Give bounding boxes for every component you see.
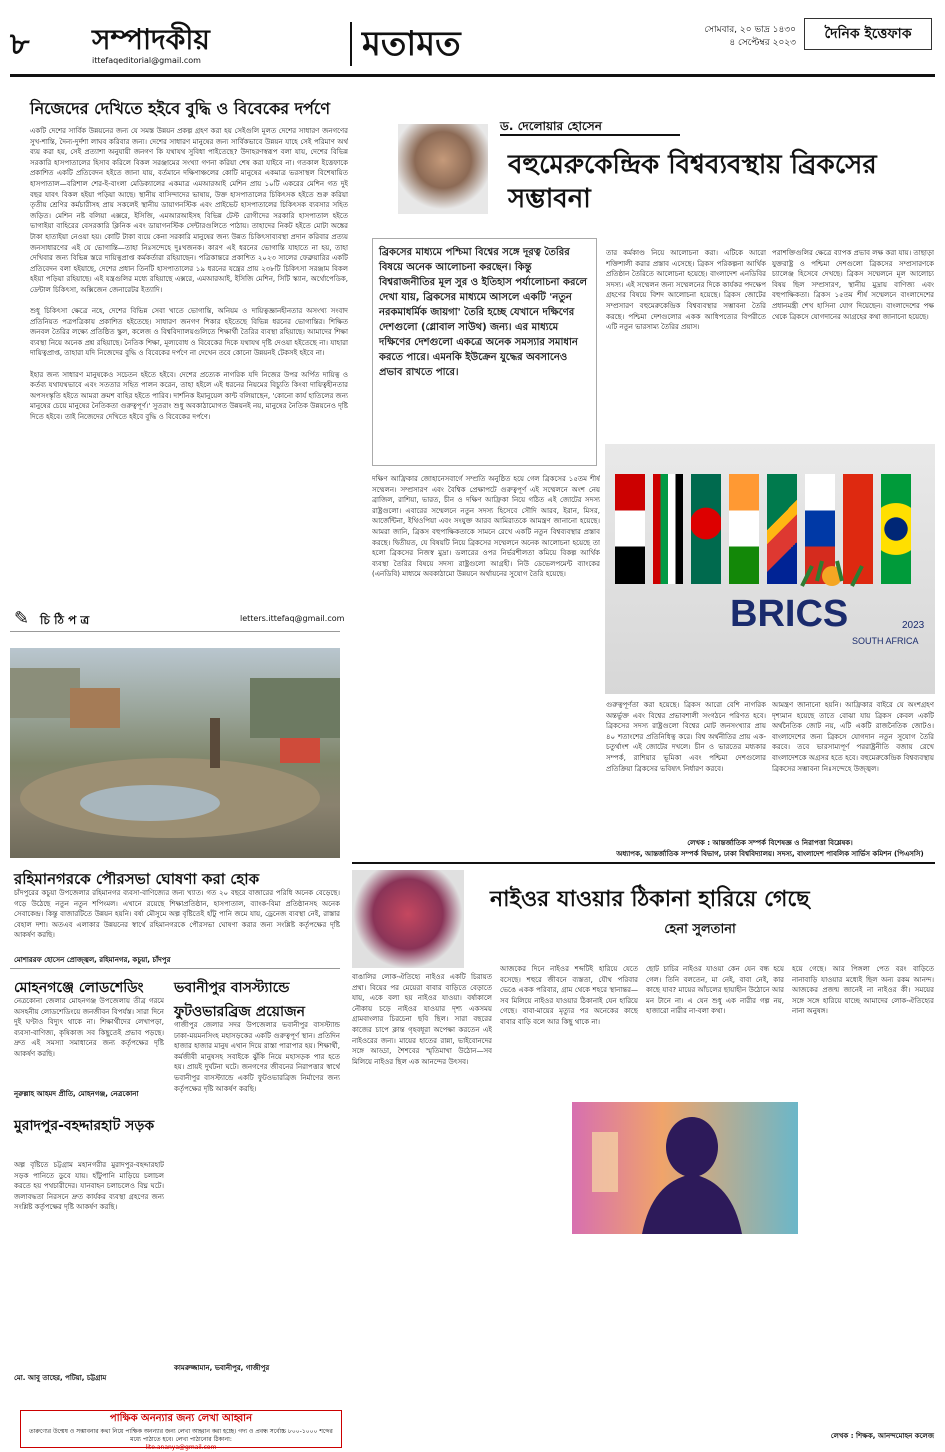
flag-uae xyxy=(653,474,683,584)
letter3-body: অল্প বৃষ্টিতে চট্টগ্রাম মহানগরীর মুরাদপুর-বহদ্দারহাট সড়ক পানিতে ডুবে যায়। হাঁটুপানি মাড়িয়ে চলাচল করতে হয় পথচারীদের। যানবাহন চলাচলেও বিঘ্ন ঘটে। জলাবদ্ধতা নিরসনে দ্রুত কার্যকর ব্যবস্থা গ্রহণের জন্য সংশ্লিষ্ট কর্তৃপক্ষের দৃষ্টি আকর্ষণ করছি। xyxy=(14,1161,164,1212)
letters-email[interactable]: letters.ittefaq@gmail.com xyxy=(240,614,345,623)
article2-author: হেনা সুলতানা xyxy=(664,922,736,937)
letters-divider xyxy=(10,968,340,969)
article1-signoff xyxy=(606,838,934,860)
letter1-body: চাঁদপুরের কচুয়া উপজেলার রহিমানগর ব্যবসা-বাণিজ্যের জন্য খ্যাত। গত ২০ বছরে বাজারের পরিধি অনেক বেড়েছে। গড়ে উঠেছে নতুন নতুন শপিংমল। এখানে রয়েছে শিক্ষাপ্রতিষ্ঠান, হাসপাতাল, ব্যাংক-বিমা প্রতিষ্ঠানসহ অনেক সেবাকেন্দ্র। কিন্তু বাজারটিতে উন্নয়ন হয়নি। বর্ষা মৌসুমে অল্প বৃষ্টিতেই হাঁটু পানি জমে যায়, ড্রেনেজ ব্যবস্থা নেই, রাস্তার বেহাল দশা। অতএব এলাকার উন্নয়নের স্বার্থে রহিমানগরকে পৌরসভা ঘোষণা করার জন্য সংশ্লিষ্ট কর্তৃপক্ষের দৃষ্টি আকর্ষণ করছি। xyxy=(14,889,340,940)
section-title-editorial: সম্পাদকীয় xyxy=(92,23,210,56)
section-title-opinion: মতামত xyxy=(362,24,461,64)
article1-col2: তার কর্মকাণ্ড নিয়ে আলোচনা করা। এটিকে আরো শক্তিশালী করার প্রস্তাব এসেছে। ব্রিকস পরিকল্পনা আর্থিক প্রতিষ্ঠান তৈরিতে আলোচনা হয়েছে। বাংলাদেশ এনডিবির সদস্য। এই সম্মেলন জন্য সম্মেলনের দিকে কার্যকর পদক্ষেপ গ্রহণের বিষয়ে বিশদ আলোচনা হয়েছে। ব্রিকস জোটের সম্প্রসারণ বহুমেরুকেন্দ্রিক বিশ্বব্যবস্থার সম্ভাবনা তৈরি করছে। পশ্চিমা দেশগুলোর একক আধিপত্যের বিপরীতে এটি নতুন ভারসাম্য তৈরির প্রয়াস। xyxy=(606,249,766,332)
pen-icon: ✎ xyxy=(14,608,30,629)
woman-silhouette-art xyxy=(572,1102,798,1234)
article1-lead: ব্রিকসের মাধ্যমে পশ্চিমা বিশ্বের সঙ্গে দূরত্ব তৈরির বিষয়ে অনেক আলোচনা করছেন। কিন্তু বিশ্বরাজনীতির মূল সুর ও ইতিহাস পর্যালোচনা করলে দেখা যায়, ব্রিকসের মাধ্যমে আসলে একটি 'নতুন নরকমাধর্মিক জায়গা' তৈরি হচ্ছে যেখানে দক্ষিণের দেশগুলো (গ্লোবাল সাউথ) জন্য। এর মাধ্যমে দক্ষিণের দেশগুলো একত্রে অনেক সমস্যার সমাধান করতে পারে। এমনকি ইউক্রেন যুদ্ধের অবসানেও প্রভাব রাখতে পারে। xyxy=(372,238,597,466)
call-for-writing-title: পাক্ষিক অনন্যার জন্য লেখা আহ্বান xyxy=(109,1413,253,1424)
author-photo xyxy=(398,124,488,214)
article1-col5: আমন্ত্রণ জানানো হয়নি। আফ্রিকার বাইরে যে অংশগ্রহণ দৃশ্যমান হয়েছে তাতে বোঝা যায় ব্রিকস কেবল একটি অর্থনৈতিক জোট নয়, এটি একটি রাজনৈতিক জোটও। বাংলাদেশের জন্য ব্রিকসে যোগদান নতুন সুযোগ তৈরি করবে। তবে ভারসাম্যপূর্ণ পররাষ্ট্রনীতি বজায় রেখে বাংলাদেশকে অগ্রসর হতে হবে। বহুমেরুকেন্দ্রিক বিশ্বব্যবস্থায় ব্রিকসের সম্ভাবনা নিঃসন্দেহে উজ্জ্বল। xyxy=(772,701,934,773)
article2-col2: আজকের দিনে নাইওর শব্দটিই হারিয়ে যেতে বসেছে। শহুরে জীবনে ব্যস্ততা, যৌথ পরিবার ভেঙে একক পরিবার, গ্রাম থেকে শহরে স্থানান্তর—সব মিলিয়ে নাইওর যাওয়ার ঠিকানাই যেন হারিয়ে গেছে। বাবা-মায়ের মৃত্যুর পর অনেকের কাছে বাবার বাড়ি বলে আর কিছু থাকে না। xyxy=(500,965,638,1026)
article1-signoff-body: অধ্যাপক, আন্তর্জাতিক সম্পর্ক বিভাগ, ঢাকা বিশ্ববিদ্যালয়। সদস্য, বাংলাদেশ পাবলিক সার্ভিস কমিশন (পিএসসি) xyxy=(616,850,924,858)
silhouette-graphic xyxy=(572,1102,798,1234)
date-english: ৪ সেপ্টেম্বর ২০২৩ xyxy=(729,38,796,48)
call-for-writing-body: তারুণ্যের উন্মেষ ও সম্ভাবনার কথা নিয়ে পাক্ষিক অনন্যার জন্য লেখা আহ্বান করা হচ্ছে। গদ্য ও প্রবন্ধ সর্বোচ্চ ৮০০-১০০০ শব্দের মধ্যে পাঠাতে হবে। লেখা পাঠানোর ঠিকানা: xyxy=(29,1428,333,1443)
article2-col1: বাঙালির লোক-ঐতিহ্যে নাইওর একটি চিরায়ত প্রথা। বিয়ের পর মেয়েরা বাবার বাড়িতে বেড়াতে যায়, একে বলা হয় নাইওর যাওয়া। বর্ষাকালে নৌকায় চড়ে নাইওর যাওয়ার দৃশ্য একসময় গ্রামবাংলার চিরচেনা ছবি ছিল। সারা বছরের কাজের চাপে ক্লান্ত গৃহবধূরা অপেক্ষা করতেন এই নাইওরের জন্য। মায়ের হাতের রান্না, ভাইবোনদের সঙ্গে আড্ডা, শৈশবের স্মৃতিমাখা উঠোন—সব মিলিয়ে নাইওর ছিল এক আনন্দের উৎসব। xyxy=(352,973,492,1066)
flag-egypt xyxy=(615,474,645,584)
letter2-sender: নূরুল্লাহ আহমদ প্রীতি, মোহনগঞ্জ, নেত্রকোনা xyxy=(14,1090,139,1098)
article1-col3: পরাশক্তিগুলির ক্ষেত্রে ব্যাপক প্রভাব লক্ষ করা যায়। তাছাড়া যুক্তরাষ্ট্র ও পশ্চিমা দেশগুলো ব্রিকসের সম্প্রসারণকে চ্যালেঞ্জ হিসেবে দেখছে। ব্রিকস সম্মেলনে মূল আলোচ্য বিষয় ছিল সম্প্রসারণ, স্থানীয় মুদ্রায় বাণিজ্য এবং বহুপাক্ষিকতা। ব্রিকস ১৫তম শীর্ষ সম্মেলনে বাংলাদেশের প্রধানমন্ত্রী শেখ হাসিনা যোগ দিয়েছেন। বাংলাদেশের পক্ষ থেকে ব্রিকসে যোগদানের আগ্রহের কথা জানানো হয়েছে। xyxy=(772,249,934,321)
header-date xyxy=(676,24,796,50)
brics-logo-year: 2023 xyxy=(902,620,925,631)
street-photo xyxy=(10,648,340,858)
article1-col4: গুরুত্বপূর্ণতা করা হয়েছে। ব্রিকস আরো বেশি নাগরিক অন্তর্ভুক্ত এবং বিশ্বের প্রভাবশালী সংগঠনে পরিণত হবে। ব্রিকসের সদস্য রাষ্ট্রগুলো বিশ্বের মোট জনসংখ্যার প্রায় ৪০ শতাংশের প্রতিনিধিত্ব করে। বিশ্ব অর্থনীতির প্রায় এক-চতুর্থাংশ এই জোটের দখলে। চীন ও ভারতের মধ্যকার সম্পর্ক, রাশিয়ার ভূমিকা এবং পশ্চিমা দেশগুলোর প্রতিক্রিয়া ব্রিকসের ভবিষ্যৎ নির্ধারণ করবে। xyxy=(606,701,766,773)
letter2-title: মোহনগঞ্জে লোডশেডিং xyxy=(14,980,144,996)
street-illustration xyxy=(10,648,340,858)
article2-author-photo xyxy=(352,870,464,968)
letter3-sender: মো. আবু তাহের, পটিয়া, চট্টগ্রাম xyxy=(14,1374,107,1382)
newspaper-logo[interactable]: দৈনিক ইত্তেফাক xyxy=(804,18,932,50)
editorial-title: নিজেদের দেখিতে হইবে বুদ্ধি ও বিবেকের দর্পণে xyxy=(30,99,331,118)
article2-col3: ছোট চাচির নাইওর যাওয়া কেন যেন বন্ধ হয়ে গেল। তিনি বলতেন, মা নেই, বাবা নেই, কার কাছে যাব? মায়ের আঁচলের ছায়াহীন উঠোনে আর মন টানে না। এ যেন শুধু এক নারীর গল্প নয়, হাজারো নারীর না-বলা কথা। xyxy=(646,965,784,1016)
letter2-body: নেত্রকোনা জেলার মোহনগঞ্জ উপজেলায় তীব্র গরমে অসহনীয় লোডশেডিংয়ে জনজীবন বিপর্যস্ত। সারা দিনে দুই ঘণ্টাও বিদ্যুৎ থাকে না। শিক্ষার্থীদের লেখাপড়া, ব্যবসা-বাণিজ্য, কৃষিকাজ সব কিছুতেই প্রভাব পড়ছে। দ্রুত এই সমস্যা সমাধানের জন্য কর্তৃপক্ষের দৃষ্টি আকর্ষণ করছি। xyxy=(14,997,164,1058)
brics-logo xyxy=(722,556,932,656)
call-for-writing-box xyxy=(20,1410,342,1451)
article1-signoff-title: লেখক : আন্তর্জাতিক সম্পর্ক বিশেষজ্ঞ ও নিরাপত্তা বিশ্লেষক। xyxy=(687,839,853,847)
letter1-sender: মোশাররফ হোসেন প্রোজ্জ্বল, রহিমানগর, কচুয়া, চাঁদপুর xyxy=(14,956,171,964)
article2-col4: হয়ে গেছে। আর পিঙ্গলা পেত বরং বাড়িতে নানাবাড়ি যাওয়ার মধ্যেই ছিল অন্য রকম আনন্দ। আজকের প্রজন্ম জানেই না নাইওর কী। সময়ের সঙ্গে সঙ্গে হারিয়ে যাচ্ছে আমাদের লোক-ঐতিহ্যের নানা অনুষঙ্গ। xyxy=(792,965,934,1016)
brics-logo-text: BRICS xyxy=(730,593,849,635)
article1-author: ড. দেলোয়ার হোসেন xyxy=(500,118,680,136)
header-divider xyxy=(350,22,352,66)
brics-logo-sub: SOUTH AFRICA xyxy=(852,636,919,646)
article2-signoff: লেখক : শিক্ষক, আনন্দমোহন কলেজ xyxy=(830,1432,934,1440)
brics-logo-graphic xyxy=(722,556,932,656)
article-divider xyxy=(352,862,935,864)
letter4-body: গাজীপুর জেলার সদর উপজেলার ভবানীপুর বাসস্ট্যান্ড ঢাকা-ময়মনসিংহ মহাসড়কের একটি গুরুত্বপূর্ণ স্থান। প্রতিদিন হাজার হাজার মানুষ এখান দিয়ে রাস্তা পারাপার হয়। শিক্ষার্থী, কর্মজীবী মানুষসহ সবাইকে ঝুঁকি নিয়ে মহাসড়ক পার হতে হয়। প্রায়ই দুর্ঘটনা ঘটে। জনগণের জীবনের নিরাপত্তার স্বার্থে ভবানীপুর বাসস্ট্যান্ডে একটি ফুটওভারব্রিজ নির্মাণের জন্য কর্তৃপক্ষের দৃষ্টি আকর্ষণ করছি। xyxy=(174,1021,340,1093)
article2-title: নাইওর যাওয়ার ঠিকানা হারিয়ে গেছে xyxy=(490,887,810,912)
date-bangla: সোমবার, ২০ ভাদ্র ১৪৩০ xyxy=(704,25,796,35)
page-number: ৮ xyxy=(10,27,30,62)
call-for-writing-email[interactable]: lite.ananya@gmail.com xyxy=(145,1444,217,1451)
flag-bangladesh xyxy=(691,474,721,584)
article1-col1: দক্ষিণ আফ্রিকার জোহানেসবার্গে সম্প্রতি অনুষ্ঠিত হয়ে গেল ব্রিকসের ১৫তম শীর্ষ সম্মেলন। সম্প্রসারণ এবং বৈশ্বিক প্রেক্ষাপটে গুরুত্বপূর্ণ এই সম্মেলনে অংশ নেয় ব্রাজিল, রাশিয়া, ভারত, চীন ও দক্ষিণ আফ্রিকা নিয়ে গঠিত এই জোটের সদস্য রাষ্ট্রগুলো। এবারের সম্মেলনে নতুন সদস্য হিসেবে সৌদি আরব, ইরান, মিসর, আর্জেন্টিনা, ইথিওপিয়া এবং সংযুক্ত আরব আমিরাতকে আমন্ত্রণ জানানো হয়েছে। আমরা জানি, ব্রিকস বহুপাক্ষিকতাকে সামনে রেখে একটি নতুন বিশ্বব্যবস্থার প্রস্তাব করছে। দ্বিতীয়ত, যে বিষয়টি নিয়ে ব্রিকসের সম্মেলনে অনেক আলোচনা হয়েছে তা হলো ব্রিকসের নিজস্ব মুদ্রা। ডলারের ওপর নির্ভরশীলতা কমিয়ে বিকল্প আর্থিক ব্যবস্থা তৈরির বিষয়ে সদস্য রাষ্ট্রগুলো আগ্রহী। নিউ ডেভেলপমেন্ট ব্যাংকের (এনডিবি) মাধ্যমে অবকাঠামো উন্নয়নে অর্থায়নের সুযোগ তৈরি হয়েছে। xyxy=(372,475,600,579)
editorial-body: একটি দেশের সার্বিক উন্নয়নের জন্য যে সমস্ত উন্নয়ন প্রকল্প গ্রহণ করা হয় সেইগুলি মূলত দেশের সাধারণ জনগণের সুখ-শান্তি, দৈন্য-দুর্দশা লাঘব করিবার জন্য। দেশের সাধারণ মানুষের জন্য সার্বিকভাবে উন্নয়ন যাহে সেই পরিমাণ অর্থ ব্যয় করা হয়, সেই প্রত্যাশা অনুযায়ী জনগণ কি যথাযথ সুবিধা পাইতেছে? উদাহরণস্বরূপ বলা যায়, দেশের বিভিন্ন সরকারি হাসপাতালের হিসাব করিলে বিকল সরঞ্জামের সংখ্যা গণনা করিয়া শেষ করা যাইবে না। গতকাল ইত্তেফাকে প্রকাশিত একটি প্রতিবেদন হইতে জানা যায়, বর্তমানে দক্ষিণাঞ্চলের কোটি মানুষের একমাত্র ভরসাস্থল বিশেষায়িত হাসপাতাল—বরিশাল শের-ই-বাংলা মেডিক্যালের একমাত্র এমআরআই মেশিন প্রায় ১০টি একরের মেশিন গত দুই বছর যাবৎ বিকল হইয়া পড়িয়া আছে। স্থানীয় বাসিন্দাদের ভাষায়, উক্ত হাসপাতালের চিকিৎসক হইতে শুরু করিয়া তৃতীয় শ্রেণির কর্মচারীসহ প্রায় সকলেই স্থানীয় ডায়াগনস্টিক এবং প্রাইভেট হাসপাতালের চিকিৎসক ব্যবসার সহিত জড়িত। মেশিন নষ্ট বলিয়া এক্সরে, ইসিজি, এমআরআইসহ বিভিন্ন টেস্ট রোগীদের সরকারি হাসপাতাল হইতে ভাগাইয়া বাহিরের বেসরকারি ক্লিনিক এবং ডায়াগনস্টিক সেন্টারগুলিতে পাঠায়। তাহাদের নিকট হইতে মোটা অঙ্কের টাকা হাতাইয়া নেওয়া হয়। কোটি টাকা ব্যয়ে কেনা সরকারি মানুষের জন্য উন্নত চিকিৎসাব্যবস্থা প্রদান করিবার প্রত্যয় জনসাধারণের এই যে ভোগান্তি—তাহা নিঃসন্দেহে দুঃখজনক। কারণ এই ধরনের ভোগান্তি যাহাতে না হয়, তাহা দেখিবার জন্য বিভিন্ন স্তরে দায়িত্বপ্রাপ্ত কর্মকর্তারা রহিয়াছেন। পত্রিকান্তরে প্রকাশিত ২০২৩ সালের ফেব্রুয়ারির একটি প্রতিবেদন বলা হইয়াছে, দেশের প্রধান তিনটি হাসপাতালের ১৯ ধরনের যন্ত্রের প্রায় ২৩৮টি চিকিৎসা সরঞ্জাম বিকল হইয়া পড়িয়া রহিয়াছে। এই যন্ত্রগুলির মধ্যে রহিয়াছে এক্সরে, এমআরআই, ইসিজি মেশিন, সিটি স্ক্যান, অর্থোপেডিক, ডেন্টাল চিকিৎসা, অক্সিজেন জেনারেটর ইত্যাদি। শুধু চিকিৎসা ক্ষেত্রে নহে, দেশের বিভিন্ন সেবা খাতে ভোগান্তি, অনিয়ম ও দায়িত্বজ্ঞানহীনতার অসংখ্য সংবাদ প্রতিনিয়ত পত্রপত্রিকায় প্রকাশিত হইতেছে। সাধারণ জনগণ শিকার হইতেছে বিভিন্ন ধরনের ভোগান্তির। শিক্ষিত জনবল তৈরির লক্ষ্যে প্রতিষ্ঠিত স্কুল, কলেজ ও বিশ্ববিদ্যালয়গুলিতে শিক্ষার্থী তৈরির ব্যবস্থা রহিয়াছে। আমাদের শিক্ষা ব্যবস্থা নিয়ে অনেক প্রশ্ন রহিয়াছে। নৈতিক শিক্ষা, মূল্যবোধ ও বিবেকের দিকে যথাযথ দৃষ্টি দেওয়া হইতেছে না। যাহারা দায়িত্বপ্রাপ্ত, তাহারা যদি নিজেদের বুদ্ধি ও বিবেকের দর্পণে না দেখেন তবে কোনো উন্নয়নই টেকসই হইবে না। ইহার জন্য সাধারণ মানুষকেও সচেতন হইতে হইবে। দেশের প্রত্যেক নাগরিক যদি নিজের উপর অর্পিত দায়িত্ব ও কর্তব্য যথাযথভাবে এবং সততার সহিত পালন করেন, তাহা হইলে এই ধরনের নিয়মের বিচ্যুতি কিংবা দায়িত্বহীনতার অপসংস্কৃতি হইতে আমরা ক্রমশ বাহির হইতে পারিব। দার্শনিক ইমানুয়েল কান্ট বলিয়াছেন, 'কোনো কার্য হাতিলের জন্য মানুষের চেয়ে মানুষের নৈতিকতা গুরুত্বপূর্ণ।' সুতরাং শুধু অবকাঠামোগত উন্নয়নই নয়, মানুষের নৈতিক উন্নয়নেও দৃষ্টি দিতে হইবে। তাই নিজেদের দেখিতে হইবে বুদ্ধি ও বিবেকের দর্পণে। xyxy=(30,127,348,422)
article1-headline: বহুমেরুকেন্দ্রিক বিশ্বব্যবস্থায় ব্রিকসের সম্ভাবনা xyxy=(508,150,877,214)
header-rule xyxy=(10,74,935,77)
letter1-title: রহিমানগরকে পৌরসভা ঘোষণা করা হোক xyxy=(14,870,260,888)
letter4-title: ভবানীপুর বাসস্ট্যান্ডে ফুটওভারব্রিজ প্রয়োজন xyxy=(174,980,305,1020)
letters-title: চি ঠি প ত্র xyxy=(40,613,90,627)
letter3-title: মুরাদপুর-বহদ্দারহাট সড়ক xyxy=(14,1118,155,1134)
letter4-sender: কামরুজ্জামান, ভবানীপুর, গাজীপুর xyxy=(174,1364,270,1372)
editorial-email[interactable]: ittefaqeditorial@gmail.com xyxy=(92,56,201,65)
letters-header xyxy=(10,604,345,632)
article2-col2-cont xyxy=(500,1240,638,1430)
